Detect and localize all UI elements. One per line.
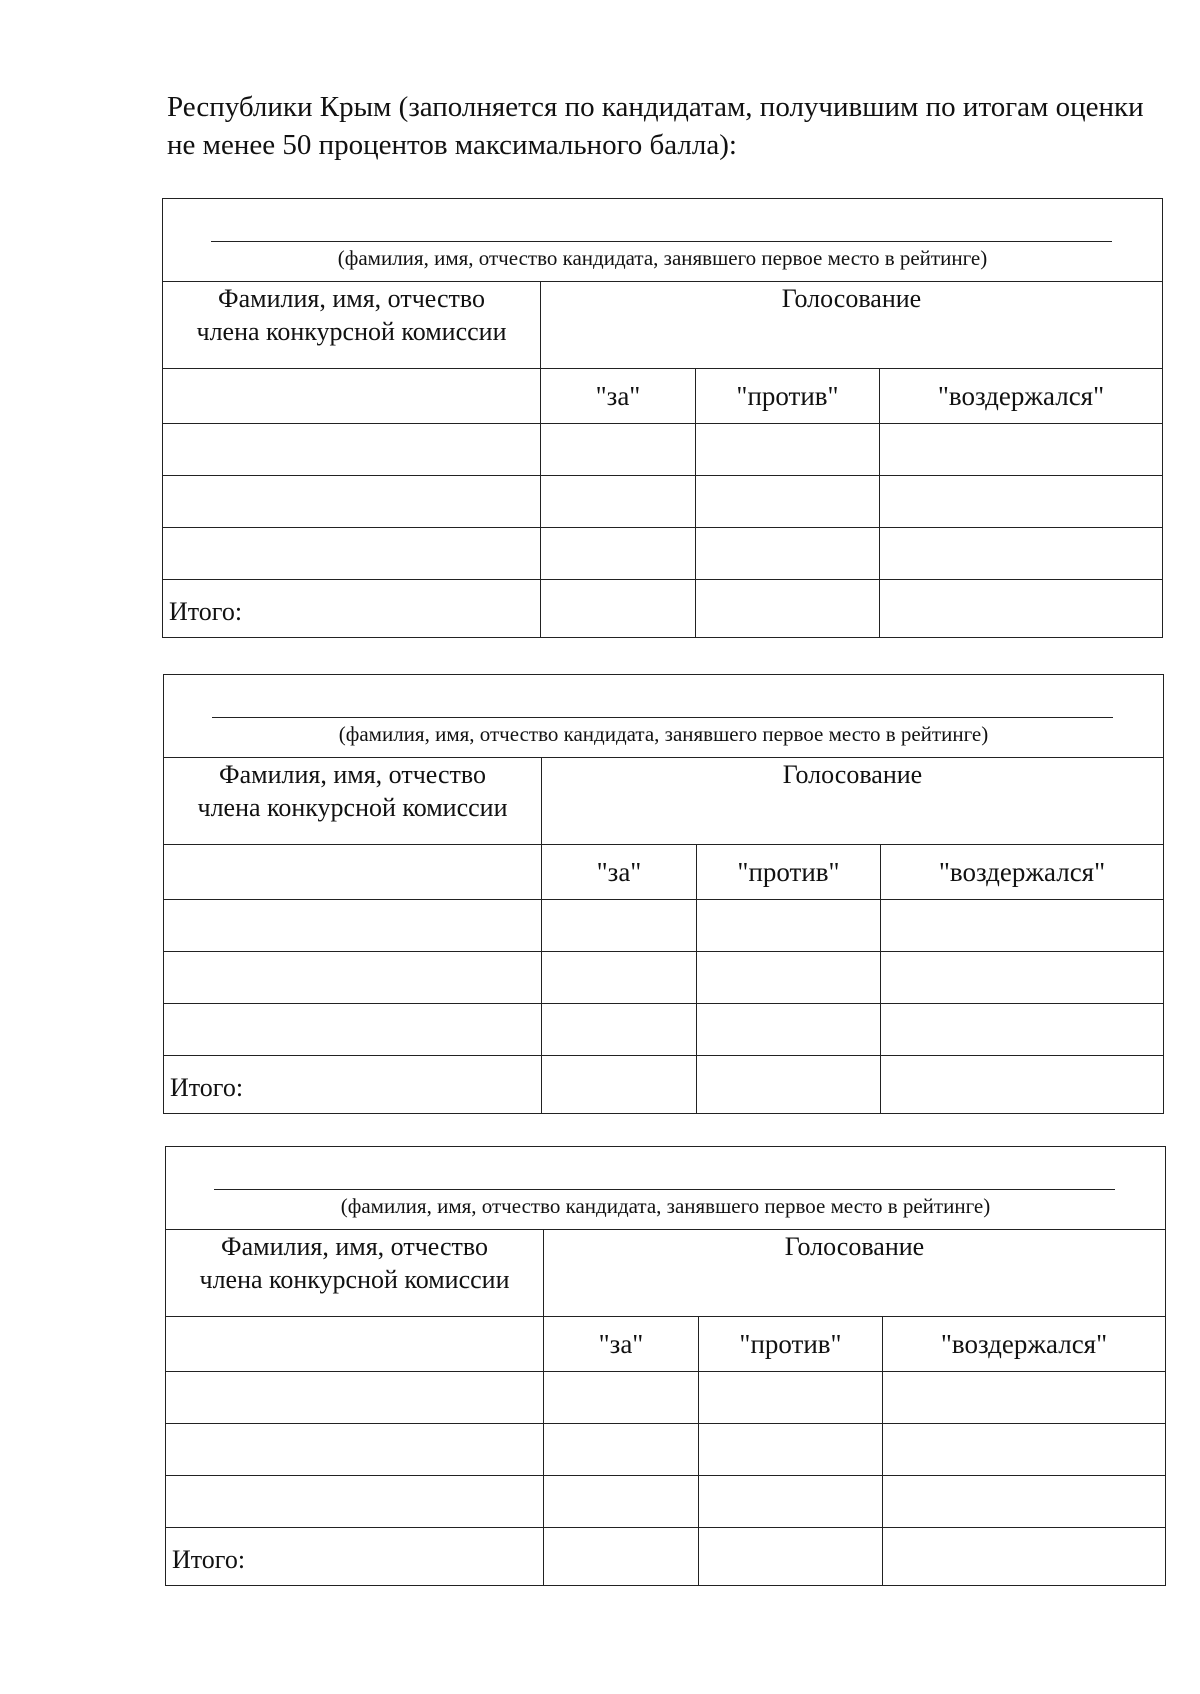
candidate-caption: (фамилия, имя, отчество кандидата, занявшего первое место в рейтинге)	[337, 246, 988, 270]
voting-header: Голосование	[541, 282, 1163, 369]
intro-line-2: не менее 50 процентов максимального балла):	[167, 129, 737, 161]
voting-header: Голосование	[542, 758, 1164, 845]
table-row	[164, 1004, 1164, 1056]
candidate-cell	[164, 675, 1164, 758]
candidate-name-line	[212, 717, 1113, 718]
option-abstain: "воздержался"	[883, 1317, 1166, 1372]
empty-cell	[166, 1317, 544, 1372]
member-name-header: Фамилия, имя, отчество члена конкурсной комиссии	[166, 1230, 544, 1317]
total-row	[164, 1056, 1164, 1114]
intro-line-1: Республики Крым (заполняется по кандидатам, получившим по итогам оценки	[167, 91, 1144, 123]
total-label: Итого:	[164, 1056, 542, 1114]
voting-table-3	[165, 1146, 1166, 1586]
option-against: "против"	[699, 1317, 883, 1372]
table-row	[163, 424, 1163, 476]
member-name-header: Фамилия, имя, отчество члена конкурсной комиссии	[163, 282, 541, 369]
voting-header: Голосование	[544, 1230, 1166, 1317]
voting-table-2	[163, 674, 1164, 1114]
candidate-caption: (фамилия, имя, отчество кандидата, занявшего первое место в рейтинге)	[338, 722, 989, 746]
option-for: "за"	[541, 369, 696, 424]
total-row	[163, 580, 1163, 638]
option-against: "против"	[697, 845, 881, 900]
intro-text	[167, 88, 1147, 164]
option-for: "за"	[544, 1317, 699, 1372]
table-row	[163, 528, 1163, 580]
table-row	[164, 900, 1164, 952]
option-for: "за"	[542, 845, 697, 900]
empty-cell	[163, 369, 541, 424]
candidate-caption: (фамилия, имя, отчество кандидата, занявшего первое место в рейтинге)	[340, 1194, 991, 1218]
table-row	[164, 952, 1164, 1004]
candidate-cell	[166, 1147, 1166, 1230]
table-row	[166, 1424, 1166, 1476]
candidate-name-line	[211, 241, 1112, 242]
total-label: Итого:	[166, 1528, 544, 1586]
candidate-name-line	[214, 1189, 1115, 1190]
empty-cell	[164, 845, 542, 900]
table-row	[163, 476, 1163, 528]
table-row	[166, 1476, 1166, 1528]
total-row	[166, 1528, 1166, 1586]
candidate-cell	[163, 199, 1163, 282]
total-label: Итого:	[163, 580, 541, 638]
voting-table-1	[162, 198, 1163, 638]
option-abstain: "воздержался"	[880, 369, 1163, 424]
table-row	[166, 1372, 1166, 1424]
option-abstain: "воздержался"	[881, 845, 1164, 900]
member-name-header: Фамилия, имя, отчество члена конкурсной комиссии	[164, 758, 542, 845]
option-against: "против"	[696, 369, 880, 424]
